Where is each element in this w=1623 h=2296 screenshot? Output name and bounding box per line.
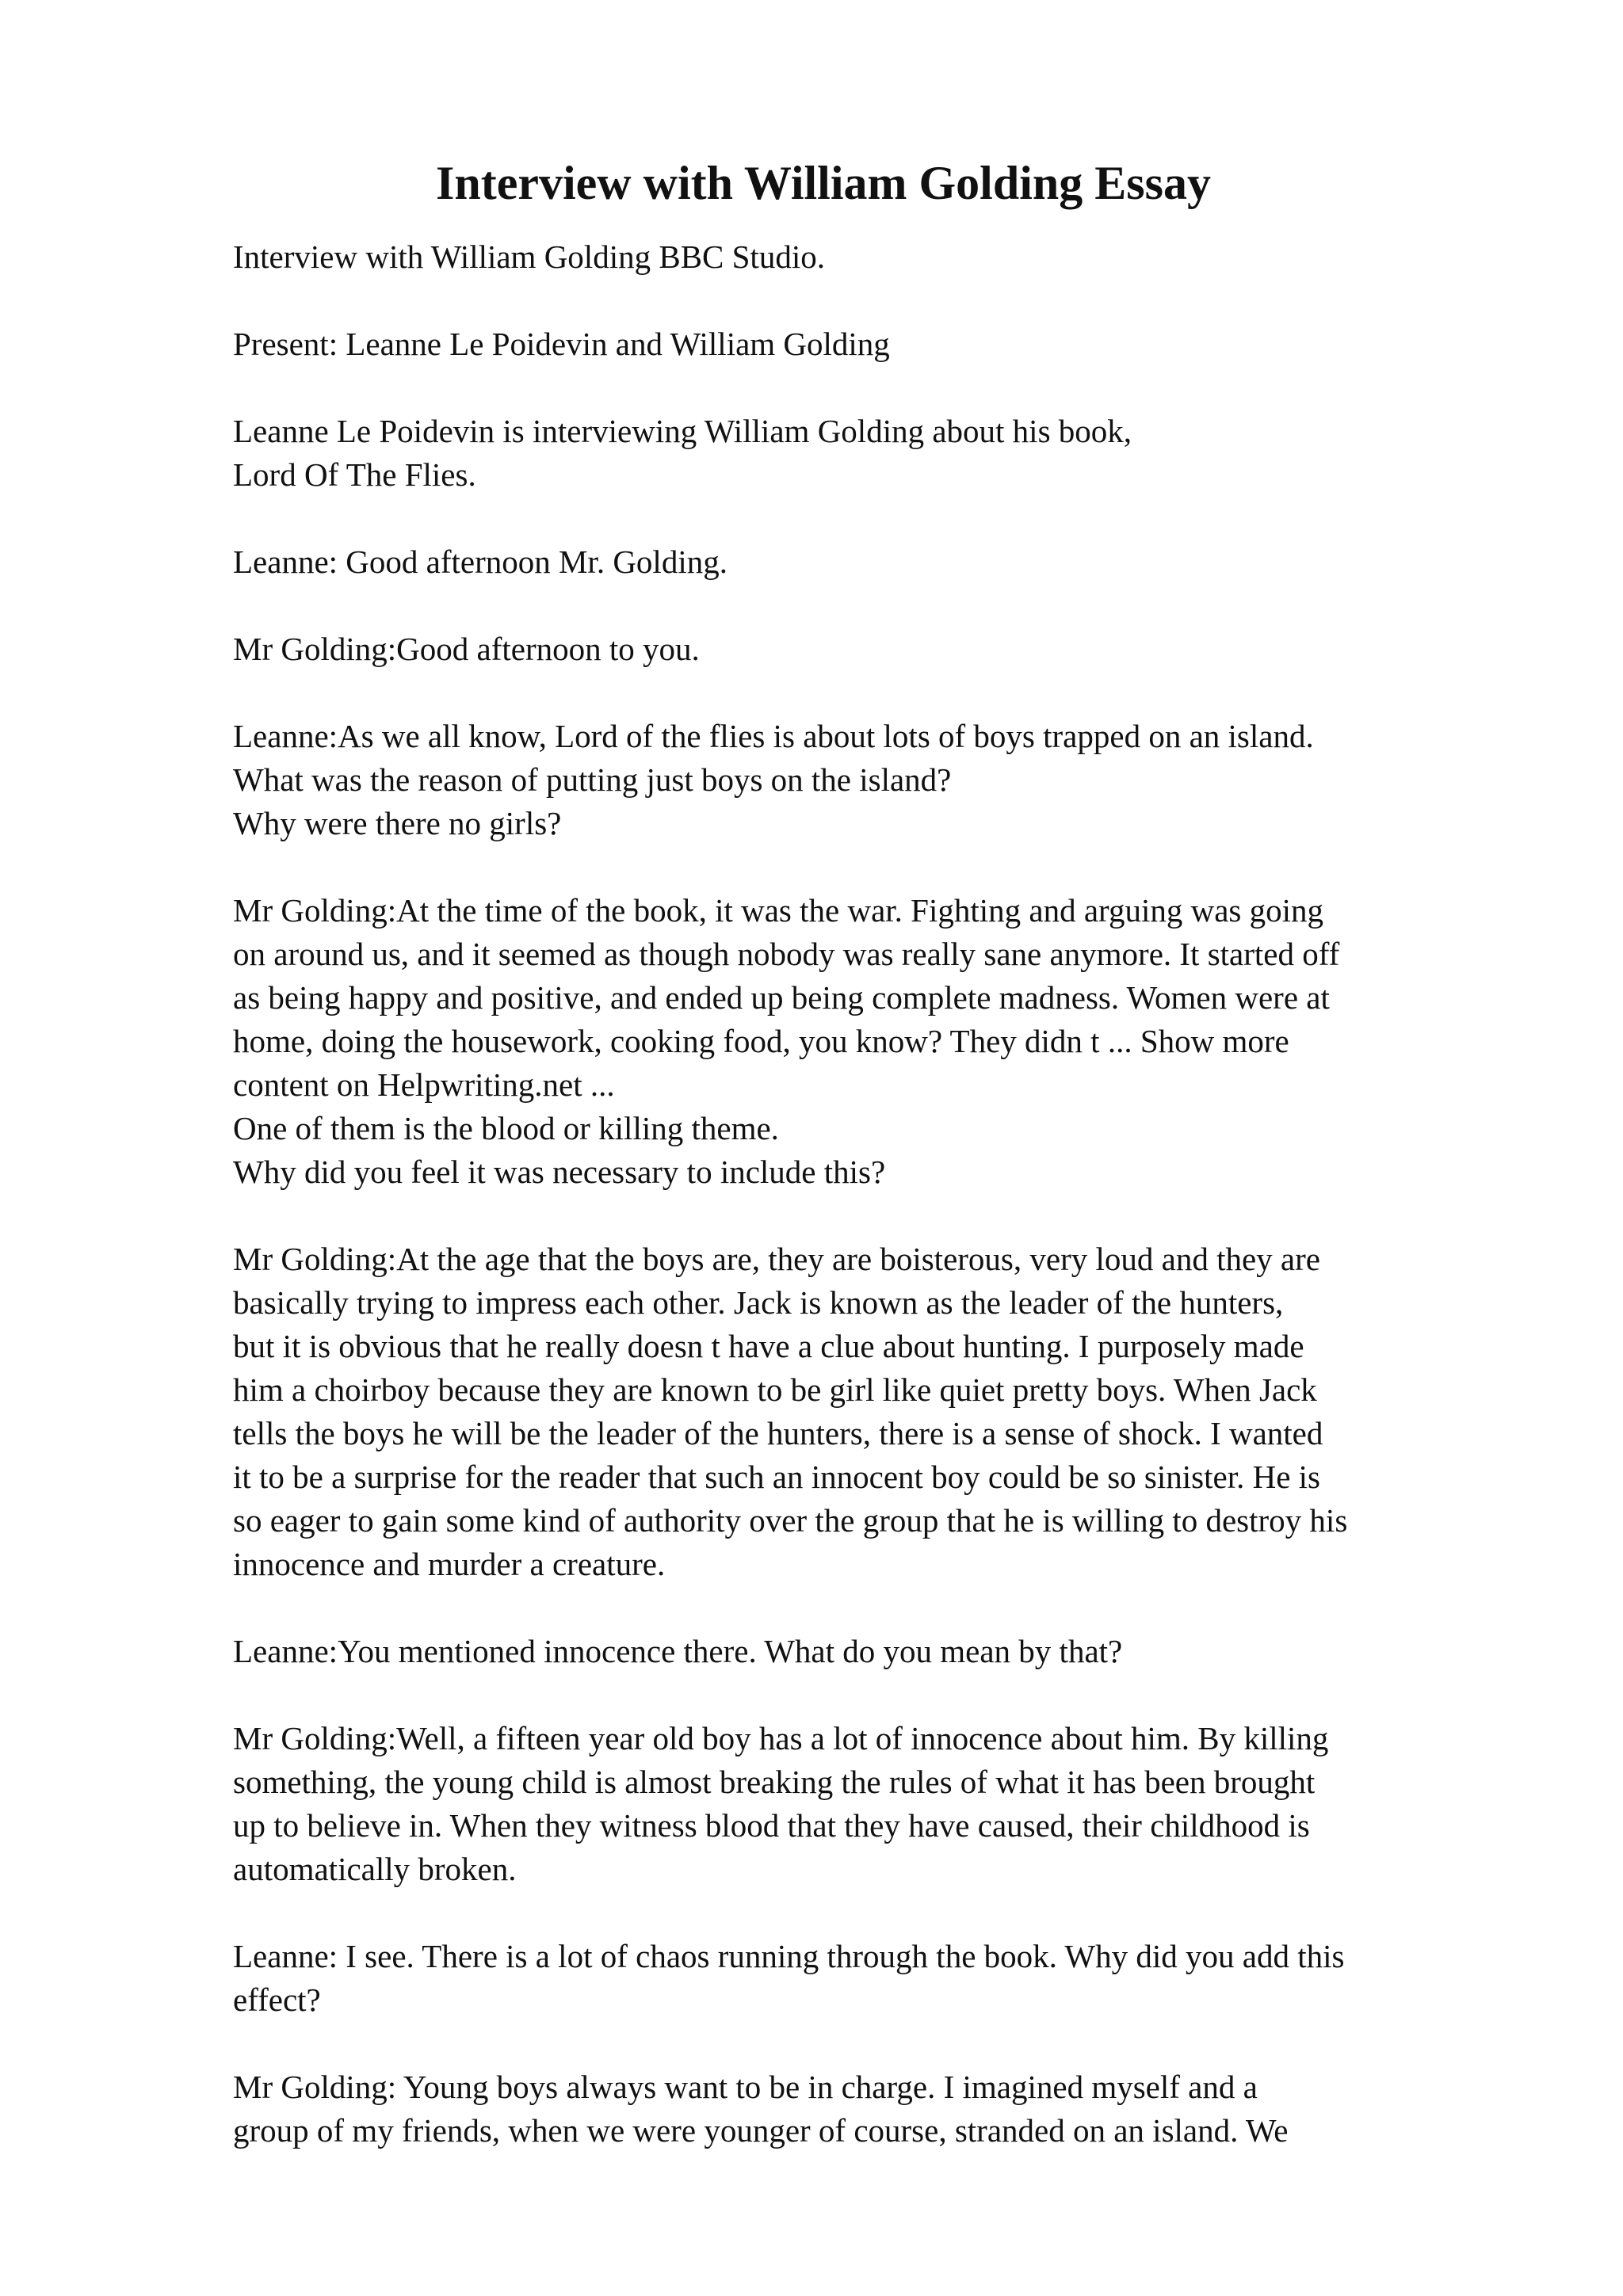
paragraph-golding-answer-innocence: Mr Golding:Well, a fifteen year old boy has a lot of innocence about him. By killing something, the young child is almost breaking the rules of what it has been brought up to believe in. When they witness blood that they have caused, their childhood is automatically broken. [233,1720,1329,1887]
paragraph-studio: Interview with William Golding BBC Studio. [233,238,825,275]
paragraph-present: Present: Leanne Le Poidevin and William Golding [233,326,890,362]
document-body [233,235,1541,2153]
paragraph-leanne-question-chaos: Leanne: I see. There is a lot of chaos running through the book. Why did you add this effect? [233,1938,1345,2018]
paragraph-leanne-question-innocence: Leanne:You mentioned innocence there. What do you mean by that? [233,1633,1123,1669]
paragraph-golding-answer-hunters: Mr Golding:At the age that the boys are, they are boisterous, very loud and they are basically trying to impress each other. Jack is known as the leader of the hunters, but it is obvious that he really doesn t have a clue about hunting. I purposely made him a choirboy because they are known to be girl like quiet pretty boys. When Jack tells the boys he will be the leader of the hunters, there is a sense of shock. I wanted it to be a surprise for the reader that such an innocent boy could be so sinister. He is so eager to gain some kind of authority over the group that he is willing to destroy his innocence and murder a creature. [233,1241,1348,1582]
paragraph-leanne-greeting: Leanne: Good afternoon Mr. Golding. [233,543,727,580]
paragraph-golding-answer-charge: Mr Golding: Young boys always want to be in charge. I imagined myself and a group of my friends, when we were younger of course, stranded on an island. We [233,2069,1289,2149]
document-title: Interview with William Golding Essay [436,157,1211,209]
paragraph-golding-greeting: Mr Golding:Good afternoon to you. [233,631,700,667]
paragraph-golding-answer-war: Mr Golding:At the time of the book, it was the war. Fighting and arguing was going on around us, and it seemed as though nobody was really sane anymore. It started off as being happy and positive, and ended up being complete madness. Women were at home, doing the housework, cooking food, you know? They didn t ... Show more content on Helpwriting.net ... One of them is the blood or killing theme. Why did you feel it was necessary to include this? [233,892,1340,1190]
paragraph-intro: Leanne Le Poidevin is interviewing William Golding about his book, Lord Of The Flies. [233,413,1132,493]
paragraph-leanne-question-boys: Leanne:As we all know, Lord of the flies is about lots of boys trapped on an island. What was the reason of putting just boys on the island? Why were there no girls? [233,718,1314,841]
